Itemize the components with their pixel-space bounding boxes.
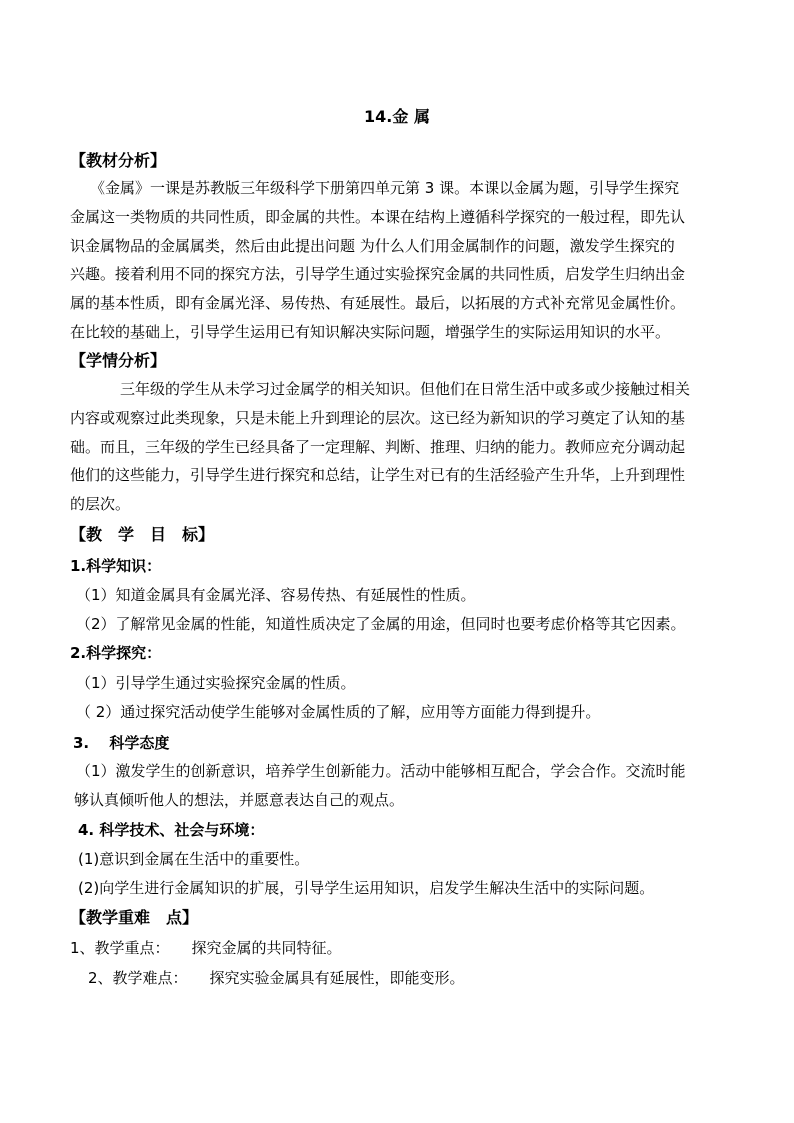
goal-item: (1)意识到金属在生活中的重要性。 bbox=[78, 850, 310, 868]
paragraph-line: 属的基本性质，即有金属光泽、易传热、有延展性。最后，以拓展的方式补充常见金属性价。 bbox=[70, 294, 686, 313]
page-title: 14.金 属 bbox=[364, 107, 430, 126]
heading-key-difficult-points: 【教学重难 点】 bbox=[70, 908, 199, 927]
goal-item: (2)向学生进行金属知识的扩展，引导学生运用知识，启发学生解决生活中的实际问题。 bbox=[78, 879, 655, 897]
goal-item: （1）知道金属具有金属光泽、容易传热、有延展性的性质。 bbox=[76, 586, 476, 604]
goal-item: （1）激发学生的创新意识，培养学生创新能力。活动中能够相互配合，学会合作。交流时能 bbox=[76, 762, 686, 780]
key-point-line bbox=[70, 935, 342, 961]
goal-item: （2）了解常见金属的性能，知道性质决定了金属的用途，但同时也要考虑价格等其它因素。 bbox=[76, 615, 686, 633]
goal-item: （ 2）通过探究活动使学生能够对金属性质的了解，应用等方面能力得到提升。 bbox=[76, 703, 601, 721]
difficult-point-text: 探究实验金属具有延展性，即能变形。 bbox=[209, 969, 465, 987]
goal-group-label: 2.科学探究： bbox=[70, 644, 162, 662]
goal-item: 够认真倾听他人的想法，并愿意表达自己的观点。 bbox=[74, 791, 405, 809]
goal-item: （1）引导学生通过实验探究金属的性质。 bbox=[76, 674, 356, 692]
paragraph-line: 的层次。 bbox=[70, 495, 131, 514]
heading-teaching-goals: 【教 学 目 标】 bbox=[70, 525, 215, 544]
paragraph-line: 内容或观察过此类现象，只是未能上升到理论的层次。这已经为新知识的学习奠定了认知的基 bbox=[70, 408, 686, 427]
paragraph-student-analysis bbox=[70, 375, 730, 519]
paragraph-line: 础。而且，三年级的学生已经具备了一定理解、判断、推理、归纳的能力。教师应充分调动起 bbox=[70, 437, 686, 456]
goal-group-label: 1.科学知识： bbox=[70, 557, 162, 575]
difficult-point-label: 2、教学难点： bbox=[88, 969, 188, 987]
heading-student-analysis: 【学情分析】 bbox=[70, 351, 167, 370]
paragraph-line: 金属这一类物质的共同性质，即金属的共性。本课在结构上遵循科学探究的一般过程，即先认 bbox=[70, 207, 686, 226]
paragraph-line: 在比较的基础上，引导学生运用已有知识解决实际问题，增强学生的实际运用知识的水平。 bbox=[70, 322, 671, 341]
paragraph-textbook-analysis bbox=[70, 174, 730, 347]
goal-group-label: 4. 科学技术、社会与环境： bbox=[78, 821, 265, 839]
key-point-label: 1、教学重点： bbox=[70, 939, 170, 957]
paragraph-line: 他们的这些能力，引导学生进行探究和总结，让学生对已有的生活经验产生升华，上升到理性 bbox=[70, 466, 686, 485]
paragraph-line: 识金属物品的金属属类，然后由此提出问题 为什么人们用金属制作的问题，激发学生探究的 bbox=[70, 236, 675, 255]
key-point-text: 探究金属的共同特征。 bbox=[191, 939, 342, 957]
paragraph-line: 《金属》一课是苏教版三年级科学下册第四单元第 3 课。本课以金属为题，引导学生探究 bbox=[90, 179, 680, 197]
difficult-point-line bbox=[88, 965, 465, 991]
goal-group-label: 3. 科学态度 bbox=[73, 734, 170, 752]
paragraph-line: 兴趣。接着利用不同的探究方法，引导学生通过实验探究金属的共同性质，启发学生归纳出金 bbox=[70, 265, 686, 284]
paragraph-line: 三年级的学生从未学习过金属学的相关知识。但他们在日常生活中或多或少接触过相关 bbox=[120, 380, 691, 398]
heading-textbook-analysis: 【教材分析】 bbox=[70, 151, 167, 170]
